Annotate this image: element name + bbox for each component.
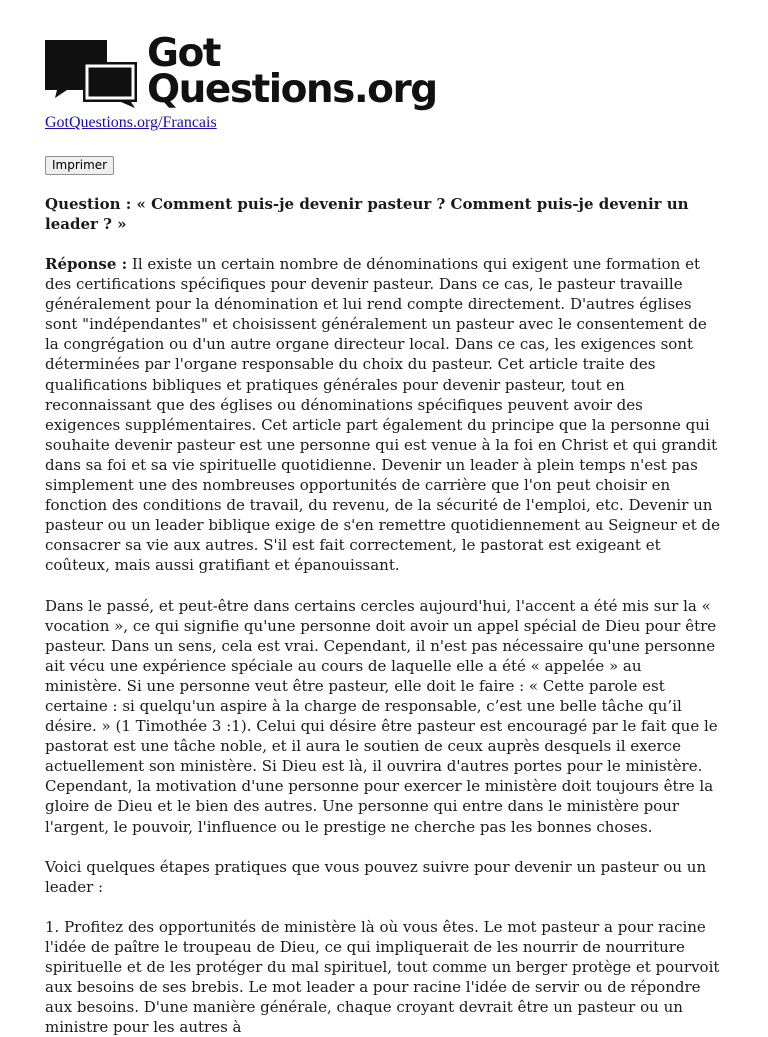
logo-line-1: Got [147, 31, 220, 76]
answer-paragraph-2: Dans le passé, et peut-être dans certains cercles aujourd'hui, l'accent a été mis sur la « vocation », ce qui signifie qu'une personne doit avoir un appel spécial de Dieu pour être pasteur. Dans un sens, cela est vrai. Cependant, il n'est pas nécessaire qu'une personne ait vécu une expérience spéciale au cours de laquelle elle a été « appelée » au ministère. Si une personne veut être pasteur, elle doit le faire : « Cette parole est certaine : si quelqu'un aspire à la charge de responsable, c’est une belle tâche qu’il désire. » (1 Timothée 3 :1). Celui qui désire être pasteur est encouragé par le fait que le pastorat est une tâche noble, et il aura le soutien de ceux auprès desquels il exerce actuellement son ministère. Si Dieu est là, il ouvrira d'autres portes pour le ministère. Cependant, la motivation d'une personne pour exercer le ministère doit toujours être la gloire de Dieu et le bien des autres. Une personne qui entre dans le ministère pour l'argent, le pouvoir, l'influence ou le prestige ne cherche pas les bonnes choses. [45, 596, 718, 836]
site-link-francais[interactable]: GotQuestions.org/Francais [45, 114, 217, 131]
print-button[interactable]: Imprimer [45, 156, 114, 175]
print-row [45, 154, 722, 174]
answer-paragraph-1 [45, 254, 722, 576]
question-heading: Question : « Comment puis-je devenir pasteur ? Comment puis-je devenir un leader ? » [45, 195, 689, 233]
answer-paragraph-3: Voici quelques étapes pratiques que vous pouvez suivre pour devenir un pasteur ou un leader : [45, 857, 707, 896]
answer-text-1: Il existe un certain nombre de dénominations qui exigent une formation et des certifications spécifiques pour devenir pasteur. Dans ce cas, le pasteur travaille généralement pour la dénomination et lui rend compte directement. D'autres églises sont "indépendantes" et choisissent généralement un pasteur avec le consentement de la congrégation ou d'un autre organe directeur local. Dans ce cas, les exigences sont déterminées par l'organe responsable du choix du pasteur. Cet article traite des qualifications bibliques et pratiques générales pour devenir pasteur, tout en reconnaissant que des églises ou dénominations spécifiques peuvent avoir des exigences supplémentaires. Cet article part également du principe que la personne qui souhaite devenir pasteur est une personne qui est venue à la foi en Christ et qui grandit dans sa foi et sa vie spirituelle quotidienne. Devenir un leader à plein temps n'est pas simplement une des nombreuses opportunités de carrière que l'on peut choisir en fonction des conditions de travail, du revenu, de la sécurité de l'emploi, etc. Devenir un pasteur ou un leader biblique exige de s'en remettre quotidiennement au Seigneur et de consacrer sa vie aux autres. S'il est fait correctement, le pastorat est exigeant et coûteux, mais aussi gratifiant et épanouissant. [45, 255, 720, 575]
answer-paragraph-4: 1. Profitez des opportunités de ministère là où vous êtes. Le mot pasteur a pour racine l'idée de paître le troupeau de Dieu, ce qui impliquerait de les nourrir de nourriture spirituelle et de les protéger du mal spirituel, tout comme un berger protège et pourvoit aux besoins de ses brebis. Le mot leader a pour racine l'idée de servir ou de répondre aux besoins. D'une manière générale, chaque croyant devrait être un pasteur ou un ministre pour les autres à [45, 917, 720, 1037]
logo-line-2: Questions.org [147, 67, 437, 112]
logo-wordmark [147, 31, 437, 112]
speech-bubbles-icon [45, 38, 137, 108]
site-logo[interactable] [45, 31, 722, 112]
answer-label: Réponse : [45, 255, 128, 273]
